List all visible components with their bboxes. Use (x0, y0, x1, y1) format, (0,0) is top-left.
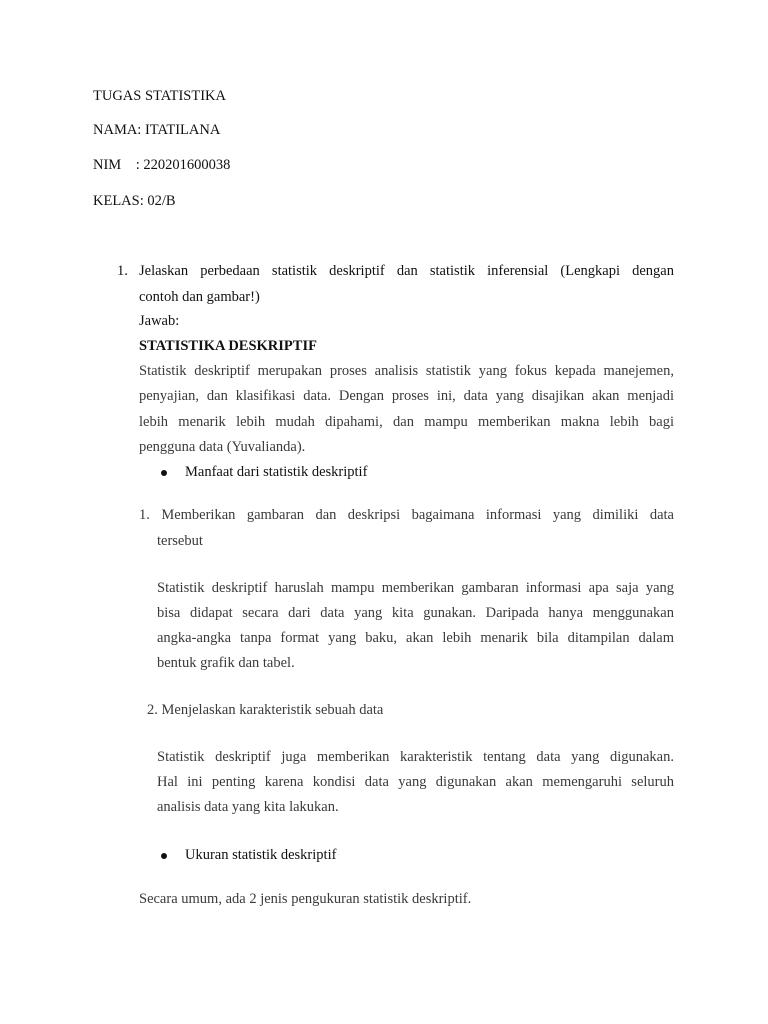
bullet-dot (161, 853, 167, 859)
bullet-dot (161, 470, 167, 476)
student-name: NAMA: ITATILANA (93, 122, 221, 138)
paragraph-line: Hal ini penting karena kondisi data yang digunakan akan memengaruhi seluruh (157, 774, 674, 790)
document-title: TUGAS STATISTIKA (93, 88, 226, 104)
paragraph-line: bentuk grafik dan tabel. (157, 655, 295, 671)
bullet-item-manfaat: Manfaat dari statistik deskriptif (185, 464, 368, 480)
bullet-item-ukuran: Ukuran statistik deskriptif (185, 847, 337, 863)
section-heading: STATISTIKA DESKRIPTIF (139, 338, 317, 354)
point-line: 1. Memberikan gambaran dan deskripsi bagaimana informasi yang dimiliki data (139, 507, 674, 523)
point-line: tersebut (157, 533, 203, 549)
intro-line: pengguna data (Yuvalianda). (139, 439, 306, 455)
intro-line: Statistik deskriptif merupakan proses analisis statistik yang fokus kepada manejemen, (139, 363, 674, 379)
question-line: contoh dan gambar!) (139, 289, 260, 305)
paragraph-line: bisa didapat secara dari data yang kita gunakan. Daripada hanya menggunakan (157, 605, 674, 621)
answer-label: Jawab: (139, 313, 180, 329)
question-number: 1. (117, 263, 128, 279)
question-line: Jelaskan perbedaan statistik deskriptif dan statistik inferensial (Lengkapi dengan (139, 263, 674, 279)
student-class: KELAS: 02/B (93, 193, 176, 209)
point-2: 2. Menjelaskan karakteristik sebuah data (147, 702, 384, 718)
paragraph-line: Statistik deskriptif haruslah mampu memberikan gambaran informasi apa saja yang (157, 580, 674, 596)
student-nim: NIM : 220201600038 (93, 157, 231, 173)
paragraph-line: Statistik deskriptif juga memberikan karakteristik tentang data yang digunakan. (157, 749, 674, 765)
closing-line: Secara umum, ada 2 jenis pengukuran statistik deskriptif. (139, 891, 472, 907)
intro-line: penyajian, dan klasifikasi data. Dengan proses ini, data yang disajikan akan menjadi (139, 388, 674, 404)
intro-line: lebih menarik lebih mudah dipahami, dan mampu memberikan makna lebih bagi (139, 414, 674, 430)
paragraph-line: analisis data yang kita lakukan. (157, 799, 339, 815)
paragraph-line: angka-angka tanpa format yang baku, akan lebih menarik bila ditampilan dalam (157, 630, 674, 646)
